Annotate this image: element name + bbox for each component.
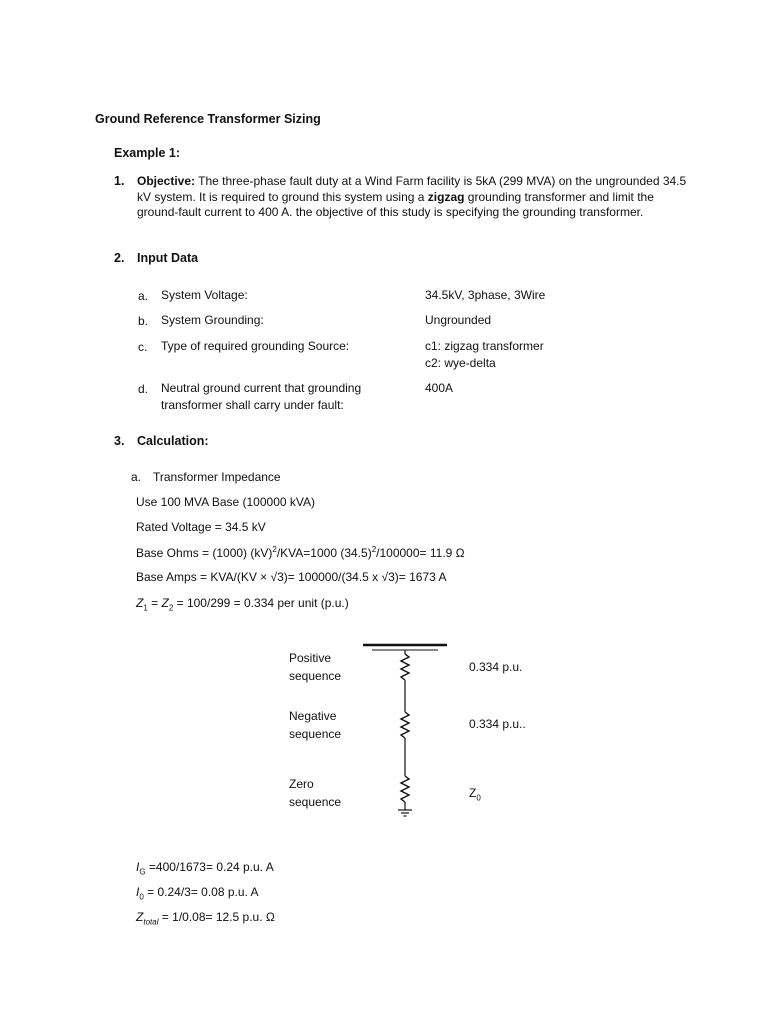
- ig-symbol: I: [136, 860, 140, 874]
- calc-base-amps: Base Amps = KVA/(KV × √3)= 100000/(34.5 x √3)= 1673 A: [136, 570, 447, 584]
- i0-formula: [136, 885, 259, 901]
- input-row-label: System Grounding:: [161, 313, 264, 327]
- z-rest: = 100/299 = 0.334 per unit (p.u.): [173, 596, 349, 610]
- input-row-letter: d.: [138, 382, 149, 396]
- objective-paragraph: [137, 174, 697, 221]
- calc-base-ohms: [136, 545, 465, 560]
- example-heading: Example 1:: [114, 146, 181, 160]
- objective-label: Objective:: [137, 174, 196, 188]
- i0-subscript: 0: [139, 892, 144, 902]
- calculation-heading: Calculation:: [137, 434, 209, 448]
- calc-sub-letter: a.: [131, 470, 142, 484]
- ig-formula: [136, 860, 274, 876]
- ig-rest: =400/1673= 0.24 p.u. A: [145, 860, 274, 874]
- base-ohms-sup-2: 2: [371, 545, 377, 554]
- positive-resistor: [401, 654, 409, 680]
- ztotal-formula: [136, 910, 275, 926]
- calculation-number: 3.: [114, 434, 125, 448]
- document-title: Ground Reference Transformer Sizing: [95, 112, 321, 126]
- zero-sequence-subscript: 0: [476, 793, 481, 803]
- positive-sequence-label: Positive sequence: [289, 651, 342, 683]
- negative-resistor: [401, 712, 409, 738]
- negative-sequence-value: 0.334 p.u..: [469, 717, 526, 731]
- input-row-value: 400A: [425, 381, 454, 395]
- zero-sequence-value: [469, 786, 481, 802]
- input-row-label: Neutral ground current that grounding transformer shall carry under fault:: [161, 381, 362, 412]
- input-data-heading: Input Data: [137, 251, 199, 265]
- z1-subscript: 1: [143, 603, 148, 613]
- ztotal-subscript: total: [143, 917, 159, 927]
- zero-sequence-symbol: Z: [469, 786, 477, 800]
- input-row-letter: c.: [138, 340, 148, 354]
- input-row-value: Ungrounded: [425, 313, 492, 327]
- z2-symbol: Z: [161, 596, 169, 610]
- calc-z-equation: [136, 596, 349, 612]
- negative-sequence-label: Negative sequence: [289, 709, 342, 741]
- input-row-letter: a.: [138, 289, 149, 303]
- input-row-label: Type of required grounding Source:: [161, 339, 350, 353]
- input-row-label: System Voltage:: [161, 288, 248, 302]
- ztotal-symbol: Z: [136, 910, 144, 924]
- z2-subscript: 2: [168, 603, 174, 613]
- sequence-network-diagram: [360, 640, 460, 825]
- calc-base-line: Use 100 MVA Base (100000 kVA): [136, 495, 315, 509]
- i0-rest: = 0.24/3= 0.08 p.u. A: [143, 885, 259, 899]
- input-row-value-2: c2: wye-delta: [425, 356, 496, 370]
- input-row-value: c1: zigzag transformer: [425, 339, 544, 353]
- base-ohms-sup-1: 2: [272, 545, 277, 554]
- base-ohms-part-b: /KVA=1000 (34.5): [276, 546, 372, 560]
- zero-resistor: [401, 776, 409, 802]
- calc-rated-voltage: Rated Voltage = 34.5 kV: [136, 520, 266, 534]
- objective-number: 1.: [114, 174, 125, 188]
- objective-text-after: grounding transformer and limit the ground-fault current to 400 A. the objective of this study is specifying the grounding transformer.: [137, 189, 654, 219]
- calc-sub-heading: Transformer Impedance: [153, 470, 281, 484]
- objective-emphasis: zigzag: [427, 189, 465, 204]
- positive-sequence-value: 0.334 p.u.: [469, 660, 523, 674]
- z1-symbol: Z: [136, 596, 144, 610]
- input-row-letter: b.: [138, 314, 149, 328]
- objective-text-before: The three-phase fault duty at a Wind Farm facility is 5kA (299 MVA) on the ungrounded 34.5 kV system. It is required to ground this system using a: [137, 174, 687, 204]
- base-ohms-part-c: /100000= 11.9 Ω: [376, 546, 465, 560]
- input-row-value: 34.5kV, 3phase, 3Wire: [425, 288, 546, 302]
- zero-sequence-label: Zero sequence: [289, 777, 342, 809]
- ig-subscript: G: [139, 867, 146, 877]
- ztotal-rest: = 1/0.08= 12.5 p.u. Ω: [158, 910, 275, 924]
- input-data-number: 2.: [114, 251, 125, 265]
- z-equals: =: [147, 596, 162, 610]
- i0-symbol: I: [136, 885, 140, 899]
- base-ohms-part-a: Base Ohms = (1000) (kV): [136, 546, 273, 560]
